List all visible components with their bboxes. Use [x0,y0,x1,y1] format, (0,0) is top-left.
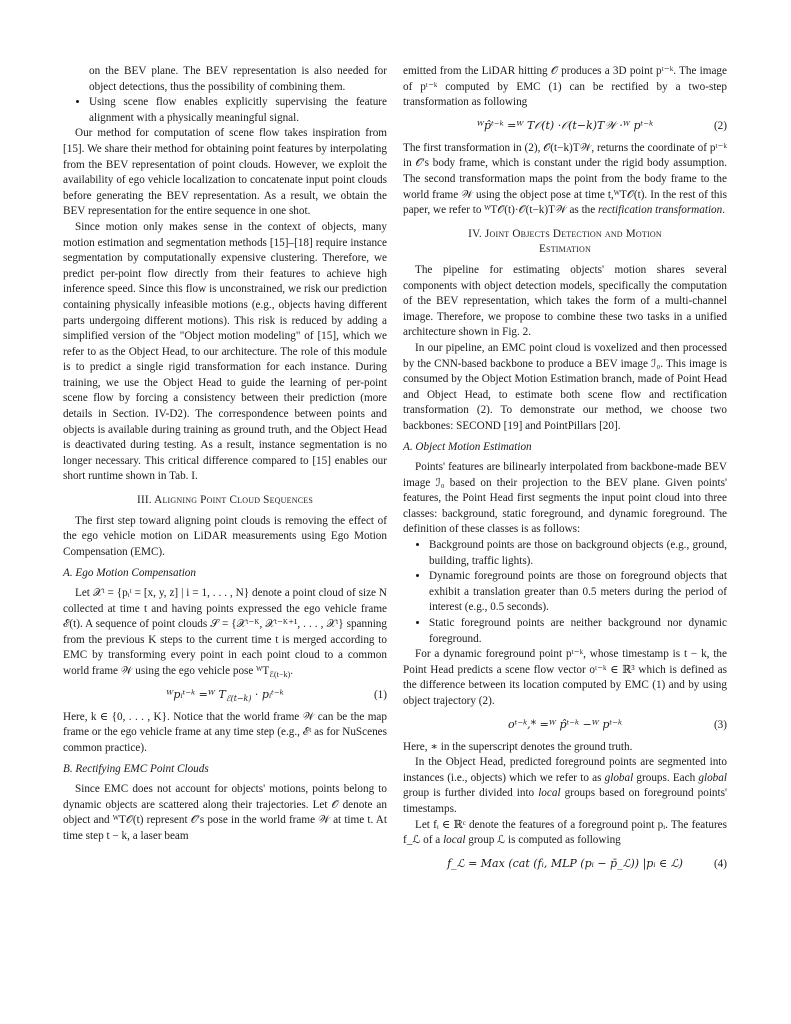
first-transformation-end: . [722,204,726,217]
equation-3 [403,716,727,734]
equation-1-rhs: · pᵢᵗ⁻ᵏ [251,687,284,701]
paragraph-first-transformation [403,141,727,219]
subsection-b-rectifying-title: B. Rectifying EMC Point Clouds [63,763,209,776]
section-4-title [403,227,727,258]
object-head-text-3: group is further divided into [403,787,535,800]
paragraph-dynamic-point: For a dynamic foreground point pᵗ⁻ᵏ, whose timestamp is t − k, the Point Head predicts a scene flow vector oᵗ⁻ᵏ ∈ ℝ³ which is defined as the difference between its location computed by EMC (1) and by using object trajectory (2). [403,648,727,707]
equation-3-number: (3) [713,718,727,731]
object-head-text-1: In the Object Head, predicted foreground points are segmented into instances (i.e., objects) which we refer to as [403,756,727,784]
local-term-2: local [443,834,466,847]
section-4-paragraph-2: In our pipeline, an EMC point cloud is voxelized and then processed by the CNN-based backbone to produce a BEV image ℐ₀. This image is consumed by the Object Motion Estimation branch, made of Point Head and Object Head, to estimate both scene flow and rectification transformation (2). To demonstrate our method, we choose two backbones: SECOND [19] and PointPillars [20]. [403,341,727,432]
equation-2 [403,117,727,135]
paragraph-here-ground-truth: Here, ∗ in the superscript denotes the ground truth. [403,740,633,753]
paragraph-method: Our method for computation of scene flow takes inspiration from [15]. We share their method for obtaining point features by interpolating from the BEV representation of point clouds. However, we exploit the availability of ego vehicle localization to concatenate input point clouds before generating the BEV representation. As a result, we obtain the BEV representation for the entire sequence in one shot. [63,127,387,218]
paragraph-motion: Since motion only makes sense in the context of objects, many motion estimation and segmentation methods [15]–[18] require instance segmentation by computationally expensive clustering. Therefore, we predict per-point flow directly from their features to achieve high inference speed. Since this flow is unconstrained, we risk our prediction containing physically infeasible motions (e.g., objects having different parts undergoing different motions). This risk is reduced by adding a simplified version of the "Object motion modeling" of [15], which we refer to as the Object Head, to our architecture. The role of this module is to predict a single rigid transformation for each instance. During training, we use the Object Head to guide the learning of per-point scene flow by forcing a consistency between their prediction (more details in Section. IV-D2). The correspondence between points and objects is available during training as ground truth, and the Object Head is deactivated during testing. As a result, instance segmentation is no longer necessary. This critical difference compared to [15] enables our short runtime shown in Tab. I. [63,220,387,483]
subsection-a-object-motion-title: A. Object Motion Estimation [403,441,532,454]
equation-2-number: (2) [713,119,727,132]
subsection-a-ego-motion-title: A. Ego Motion Compensation [63,567,196,580]
equation-2-text: ᵂp̂ᵗ⁻ᵏ =ᵂ T𝒪(t) ·𝒪(t−k)T𝒲 ·ᵂ pᵗ⁻ᵏ [476,118,654,132]
intro-bullet-list [63,95,387,126]
equation-1-number: (1) [373,688,387,701]
ego-pose-subscript: ℰ(t−k) [269,670,291,680]
intro-bullet-continuation [63,64,387,95]
classes-bullet-list [403,538,727,647]
local-term: local [538,787,561,800]
rectification-transformation-term: rectification transformation [598,204,723,217]
first-transformation-text: The first transformation in (2), 𝒪(t−k)T𝒲, returns the coordinate of pᵗ⁻ᵏ in 𝒪's body frame, which is constant under the rigid body assumption. The second transformation maps the point from the body frame to the world frame 𝒲 using the object pose at time t,ᵂT𝒪(t). In the rest of this paper, we refer to ᵂT𝒪(t)·𝒪(t−k)T𝒲 as the [403,141,727,217]
equation-4-text: f_ℒ = Max (cat (fᵢ, MLP (pᵢ − p̄_ℒ)) |pᵢ ∈ ℒ) [447,856,683,870]
bullet-continuation-text: on the BEV plane. The BEV representation is also needed for object detections, thus the possibility of combining them. [89,65,387,93]
bullet-scene-flow: • Using scene flow enables explicitly supervising the feature alignment with a physically meaningful signal. [89,95,387,126]
bullet-dynamic-foreground: • Dynamic foreground points are those on foreground objects that exhibit a translation greater than 0.5 meters during the period of interest (e.g., 0.5 seconds). [429,569,727,616]
bullet-static-foreground: • Static foreground points are neither background nor dynamic foreground. [429,616,727,647]
object-head-text-4: groups based on foreground points' timestamps. [403,787,727,815]
paragraph-features [403,818,727,849]
global-term-2: global [698,771,727,784]
equation-1 [63,686,387,704]
features-text-1: Let fᵢ ∈ ℝᶜ denote the features of a foreground point pᵢ. The features f_ℒ of a [403,818,727,847]
left-column [63,64,387,844]
equation-3-text: oᵗ⁻ᵏ,* =ᵂ p̂ᵗ⁻ᵏ −ᵂ pᵗ⁻ᵏ [508,717,622,731]
equation-1-subscript: ℰ(t−k) [225,693,252,703]
ego-motion-text: Let 𝒳ᵗ = {pᵢᵗ = [x, y, z] | i = 1, . . . , N} denote a point cloud of size N collected at time t and having points expressed the ego vehicle frame ℰ(t). A sequence of point clouds 𝒮 = {𝒳ᵗ⁻ᴷ, 𝒳ᵗ⁻ᴷ⁺¹, . . . , 𝒳ᵗ} spanning from the previous K steps to the current time t is merged according to EMC by transforming every point in each point cloud to a common world frame 𝒲 using the ego vehicle pose ᵂT [63,587,387,677]
paragraph-here-k: Here, k ∈ {0, . . . , K}. Notice that the world frame 𝒲 can be the map frame or the ego vehicle frame at any time step (e.g., ℰᵗ as for NuScenes common practice). [63,710,387,754]
section-3-paragraph: The first step toward aligning point clouds is removing the effect of the ego vehicle motion on LiDAR measurements using Ego Motion Compensation (EMC). [63,514,387,558]
ego-motion-end: . [290,664,294,677]
bullet-background: • Background points are those on background objects (e.g., ground, building, traffic lights). [429,538,727,569]
rectifying-paragraph: Since EMC does not account for objects' motions, points belong to dynamic objects are scattered along their trajectories. Let 𝒪 denote an object and ᵂT𝒪(t) represent 𝒪's pose in the world frame 𝒲 at time t. At time step t − k, a laser beam [63,782,387,842]
right-column [403,64,727,879]
section-4-paragraph-1: The pipeline for estimating objects' motion shares several components with object detection models, specifically the computation of the BEV representation, which takes the form of a multi-channel image. Therefore, we propose to combine these two tasks in a unified architecture shown in Fig. 2. [403,263,727,339]
section-3-title: III. Aligning Point Cloud Sequences [137,494,313,507]
object-head-text-2: groups. Each [636,771,696,784]
paragraph-object-head [403,755,727,817]
ego-motion-paragraph [63,586,387,680]
equation-4 [403,855,727,873]
features-text-2: group ℒ is computed as following [468,834,621,847]
equation-4-number: (4) [713,857,727,870]
paragraph-emitted: emitted from the LiDAR hitting 𝒪 produces a 3D point pᵗ⁻ᵏ. The image of pᵗ⁻ᵏ computed by EMC (1) can be rectified by a two-step transformation as following [403,65,727,109]
object-motion-paragraph: Points' features are bilinearly interpolated from backbone-made BEV image ℐ₀ based on their projection to the BEV plane. Given points' features, the Point Head first segments the input point cloud into three classes: background, static foreground, and dynamic foreground. The definition of these classes is as follows: [403,461,727,536]
global-term-1: global [604,771,634,784]
section-4-title-line-2: Estimation [539,243,591,256]
section-4-title-line-1: IV. Joint Objects Detection and Motion [468,227,662,240]
equation-1-lhs: ᵂpᵢᵗ⁻ᵏ =ᵂ T [166,687,226,701]
